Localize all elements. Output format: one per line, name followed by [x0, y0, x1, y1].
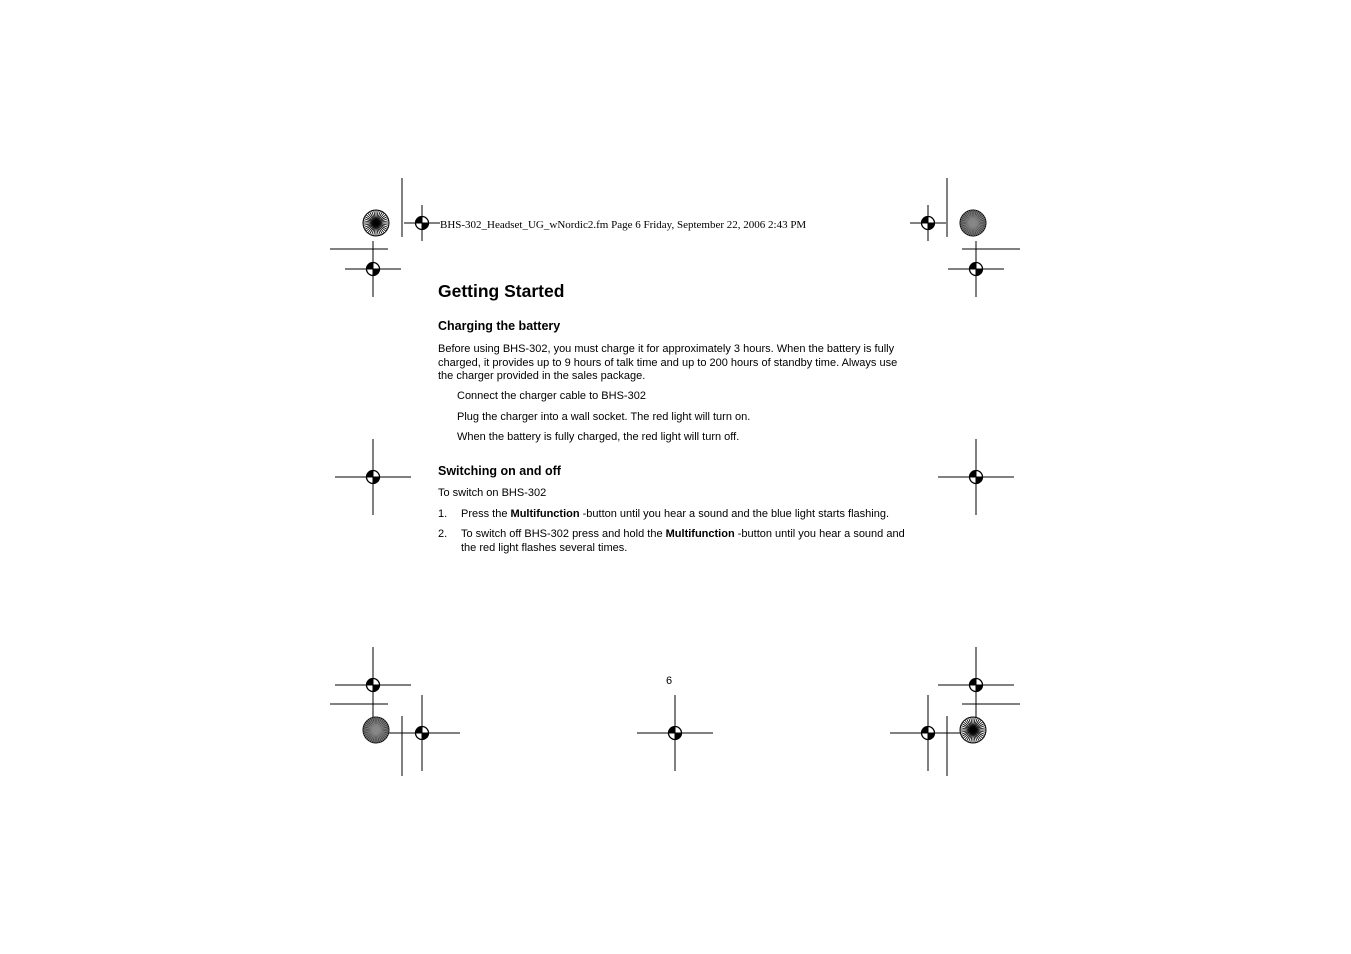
list-number: 1. [438, 508, 448, 520]
list-item-text: Press the Multifunction -button until you hear a sound and the blue light starts flashing. [461, 508, 890, 520]
registration-mark-icon [335, 647, 411, 723]
charging-step: Connect the charger cable to BHS-302 [457, 390, 646, 402]
starburst-target-icon [960, 717, 986, 743]
section-heading-switching: Switching on and off [438, 464, 561, 478]
file-slug-header: BHS-302_Headset_UG_wNordic2.fm Page 6 Friday, September 22, 2006 2:43 PM [440, 219, 807, 231]
grey-target-icon [960, 210, 986, 236]
list-item-text: To switch off BHS-302 press and hold the Multifunction -button until you hear a sound and the red light flashes several times. [461, 528, 905, 554]
charging-intro: Before using BHS-302, you must charge it for approximately 3 hours. When the battery is fully charged, it provides up to 9 hours of talk time and up to 200 hours of standby time. Always use the charger provided in the sales package. [438, 343, 898, 383]
multifunction-label: Multifunction [665, 528, 735, 540]
registration-mark-icon [938, 439, 1014, 515]
registration-mark-icon [404, 205, 440, 241]
page-title: Getting Started [438, 281, 565, 301]
registration-mark-icon [335, 439, 411, 515]
registration-mark-icon [890, 695, 966, 771]
multifunction-label: Multifunction [510, 508, 580, 520]
registration-mark-icon [910, 205, 946, 241]
page-number: 6 [666, 675, 673, 687]
grey-target-icon [363, 717, 389, 743]
charging-step: Plug the charger into a wall socket. The red light will turn on. [457, 411, 751, 423]
list-number: 2. [438, 528, 448, 540]
starburst-target-icon [363, 210, 389, 236]
section-heading-charging: Charging the battery [438, 319, 561, 333]
registration-mark-icon [637, 695, 713, 771]
switching-intro: To switch on BHS-302 [438, 487, 547, 499]
charging-step: When the battery is fully charged, the red light will turn off. [457, 431, 740, 443]
registration-mark-icon [938, 647, 1014, 723]
registration-mark-icon [384, 695, 460, 771]
